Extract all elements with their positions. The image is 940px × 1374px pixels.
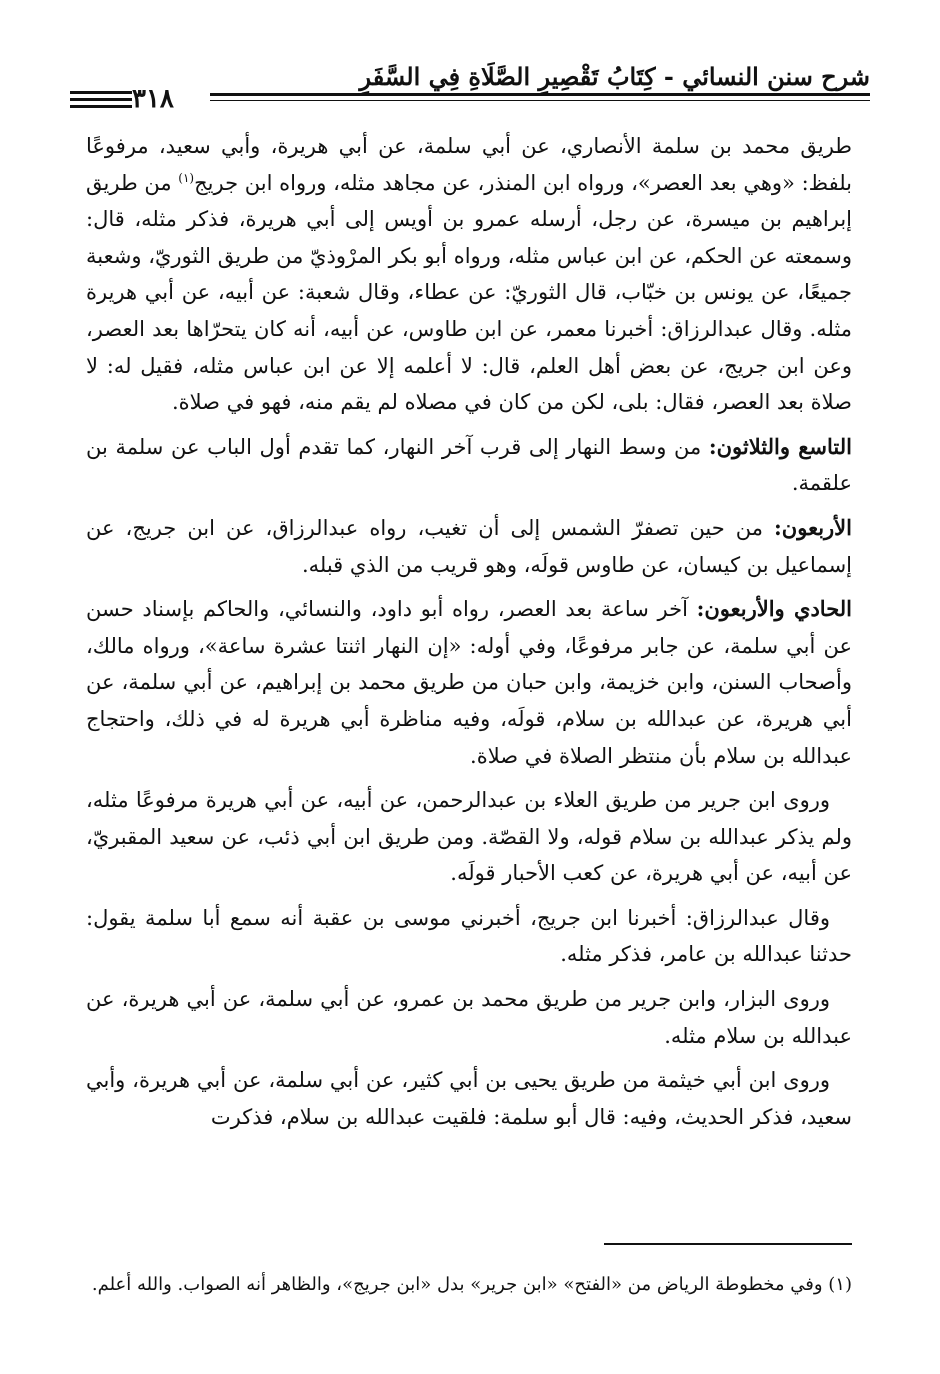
page-number-block [70, 84, 186, 114]
running-title: شرح سنن النسائي - كِتَابُ تَقْصِيرِ الصَّلَاةِ فِي السَّفَرِ [359, 62, 870, 91]
paragraph [86, 900, 852, 973]
paragraph-text: آخر ساعة بعد العصر، رواه أبو داود، والنسائي، والحاكم بإسناد حسن عن أبي سلمة، عن جابر مرفوعًا، وفي أوله: «إن النهار اثنتا عشرة ساعة»، ورواه مالك، وأصحاب السنن، وابن خزيمة، وابن حبان من طريق محمد بن إبراهيم، عن أبي سلمة، عن أبي هريرة، عن عبدالله بن سلام، قولَه، وفيه مناظرة أبي هريرة له في ذلك، واحتجاج عبدالله بن سلام بأن منتظر الصلاة في صلاة. [86, 597, 852, 768]
footnote-reference: (١) [178, 170, 195, 185]
paragraph-text-continued: من طريق إبراهيم بن ميسرة، عن رجل، أرسله عمرو بن أويس إلى أبي هريرة، فذكر مثله، قال: وسمعته عن الحكم، عن ابن عباس مثله، ورواه أبو بكر المرْوذيّ من طريق الثوريّ، وشعبة جميعًا، عن يونس بن خبّاب، قال الثوريّ: عن عطاء، وقال شعبة: عن أبيه، عن أبي هريرة مثله. وقال عبدالرزاق: أخبرنا معمر، عن ابن طاوس، عن أبيه، أنه كان يتحرّاها بعد العصر، وعن ابن جريج، عن بعض أهل العلم، قال: لا أعلمه إلا عن ابن عباس مثله، فقيل له: لا صلاة بعد العصر، فقال: بلى، لكن من كان في مصلاه لم يقم منه، فهو في صلاة. [86, 170, 852, 415]
paragraph [86, 429, 852, 502]
page-number-ornament [70, 91, 132, 108]
paragraph [86, 510, 852, 583]
paragraph-text: من حين تصفرّ الشمس إلى أن تغيب، رواه عبدالرزاق، عن ابن جريج، عن إسماعيل بن كيسان، عن طاوس قولَه، وهو قريب من الذي قبله. [86, 515, 852, 577]
paragraph-term: الحادي والأربعون: [696, 596, 852, 622]
body-text [86, 128, 852, 1143]
paragraph [86, 128, 852, 421]
paragraph-text: وروى ابن أبي خيثمة من طريق يحيى بن أبي كثير، عن أبي سلمة، عن أبي هريرة، وأبي سعيد، فذكر الحديث، وفيه: قال أبو سلمة: فلقيت عبدالله بن سلام، فذكرت [86, 1068, 852, 1129]
paragraph [86, 591, 852, 774]
footnote: (١) وفي مخطوطة الرياض من «الفتح» «ابن جرير» بدل «ابن جريج»، والظاهر أنه الصواب. والله أعلم. [91, 1274, 852, 1295]
paragraph-term: الأربعون: [774, 514, 852, 540]
paragraph-text: وروى ابن جرير من طريق العلاء بن عبدالرحمن، عن أبيه، عن أبي هريرة مرفوعًا مثله، ولم يذكر عبدالله بن سلام قوله، ولا القصّة. ومن طريق ابن أبي ذئب، عن سعيد المقبريّ، عن أبيه، عن أبي هريرة، عن كعب الأحبار قولَه. [86, 788, 852, 886]
page-number: ٣١٨ [132, 84, 186, 114]
paragraph-text: طريق محمد بن سلمة الأنصاري، عن أبي سلمة، عن أبي هريرة، وأبي سعيد، مرفوعًا بلفظ: «وهي بعد العصر»، ورواه ابن المنذر، عن مجاهد مثله، ورواه ابن جريج [86, 134, 853, 195]
paragraph-text: وروى البزار، وابن جرير من طريق محمد بن عمرو، عن أبي سلمة، عن أبي هريرة، عن عبدالله بن سلام مثله. [86, 987, 852, 1048]
header-rule [210, 93, 870, 96]
running-header [70, 58, 870, 92]
paragraph [86, 782, 852, 892]
footnote-separator [604, 1243, 852, 1245]
paragraph-term: التاسع والثلاثون: [708, 433, 852, 459]
paragraph-text: وقال عبدالرزاق: أخبرنا ابن جريج، أخبرني موسى بن عقبة أنه سمع أبا سلمة يقول: حدثنا عبدالله بن عامر، فذكر مثله. [86, 905, 852, 967]
paragraph-text: من وسط النهار إلى قرب آخر النهار، كما تقدم أول الباب عن سلمة بن علقمة. [86, 434, 852, 496]
paragraph [86, 1062, 852, 1135]
paragraph [86, 981, 852, 1054]
header-rule-thin [210, 100, 870, 101]
